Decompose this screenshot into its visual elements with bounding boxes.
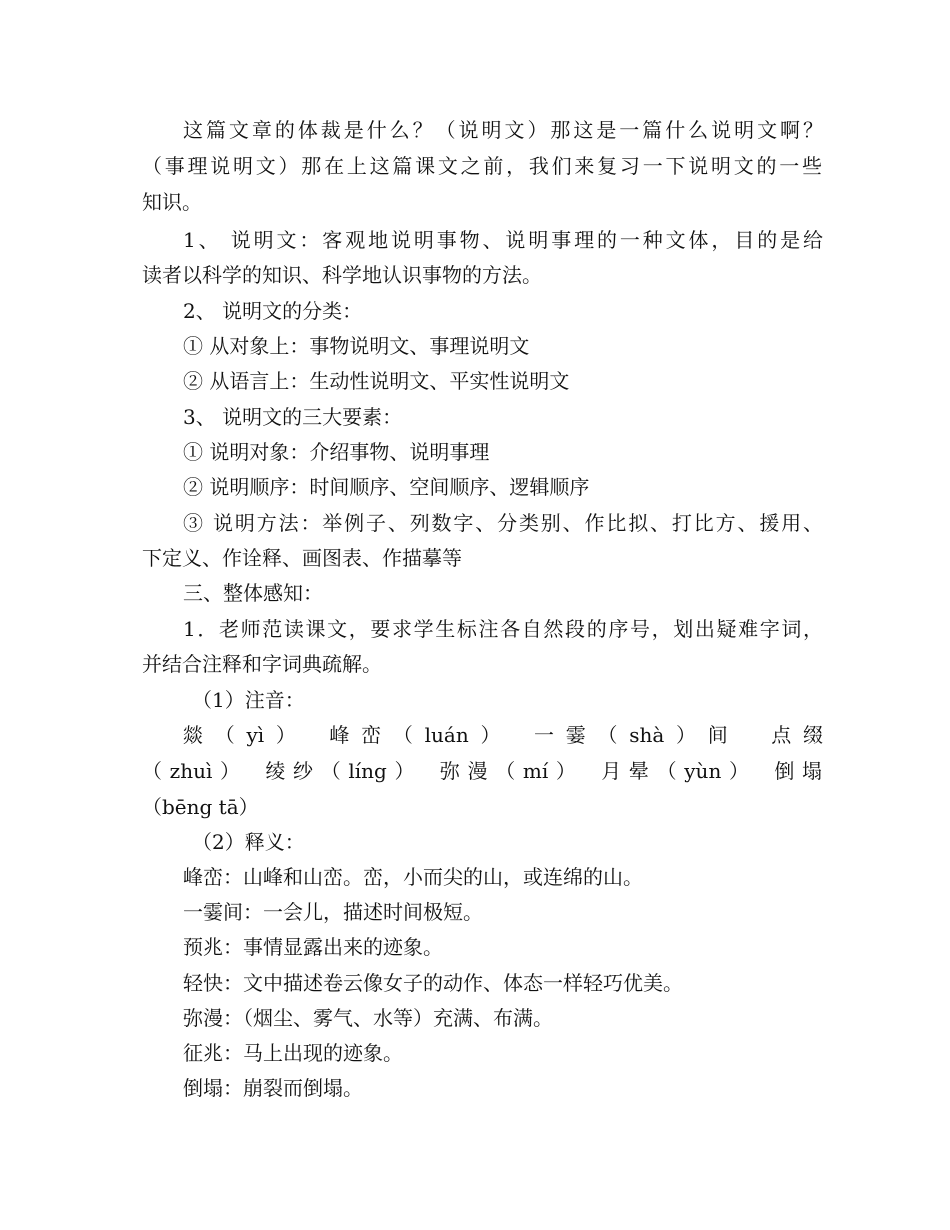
pinyin-line-1: 燚（yì） 峰峦（luán） 一霎（shà）间 点缀 <box>183 723 823 747</box>
meaning-item-4: 轻快：文中描述卷云像女子的动作、体态一样轻巧优美。 <box>183 971 683 995</box>
task-line-1: 1．老师范读课文，要求学生标注各自然段的序号，划出疑难字词， <box>183 617 823 641</box>
meaning-item-1: 峰峦：山峰和山峦。峦，小而尖的山，或连绵的山。 <box>183 865 643 889</box>
classification-item-1: ① 从对象上：事物说明文、事理说明文 <box>183 334 530 358</box>
pinyin-line-2: （zhuì） 绫纱（líng） 弥漫（mí） 月晕（yùn） 倒塌 <box>142 759 822 783</box>
section-heading: 三、整体感知： <box>183 581 323 605</box>
definition-line-1: 1、 说明文：客观地说明事物、说明事理的一种文体，目的是给 <box>183 228 823 252</box>
elements-item-3-line-2: 下定义、作诠释、画图表、作描摹等 <box>142 546 462 570</box>
meaning-item-3: 预兆：事情显露出来的迹象。 <box>183 935 443 959</box>
meaning-item-2: 一霎间：一会儿，描述时间极短。 <box>183 900 483 924</box>
pinyin-heading: （1）注音： <box>192 688 305 712</box>
task-line-2: 并结合注释和字词典疏解。 <box>142 652 382 676</box>
classification-heading: 2、 说明文的分类： <box>183 299 363 323</box>
meaning-item-6: 征兆：马上出现的迹象。 <box>183 1041 403 1065</box>
elements-heading: 3、 说明文的三大要素： <box>183 405 403 429</box>
pinyin-line-3: （bēng tā） <box>142 795 259 819</box>
intro-line-2: （事理说明文）那在上这篇课文之前，我们来复习一下说明文的一些 <box>142 154 822 178</box>
definition-line-2: 读者以科学的知识、科学地认识事物的方法。 <box>142 263 542 287</box>
elements-item-1: ① 说明对象：介绍事物、说明事理 <box>183 440 490 464</box>
elements-item-2: ② 说明顺序：时间顺序、空间顺序、逻辑顺序 <box>183 475 590 499</box>
meaning-item-5: 弥漫：（烟尘、雾气、水等）充满、布满。 <box>183 1006 553 1030</box>
meaning-item-7: 倒塌：崩裂而倒塌。 <box>183 1076 363 1100</box>
intro-line-3: 知识。 <box>142 190 202 214</box>
intro-line-1: 这篇文章的体裁是什么？（说明文）那这是一篇什么说明文啊？ <box>183 118 823 142</box>
meaning-heading: （2）释义： <box>192 830 305 854</box>
elements-item-3-line-1: ③ 说明方法：举例子、列数字、分类别、作比拟、打比方、援用、 <box>183 511 823 535</box>
classification-item-2: ② 从语言上：生动性说明文、平实性说明文 <box>183 369 570 393</box>
